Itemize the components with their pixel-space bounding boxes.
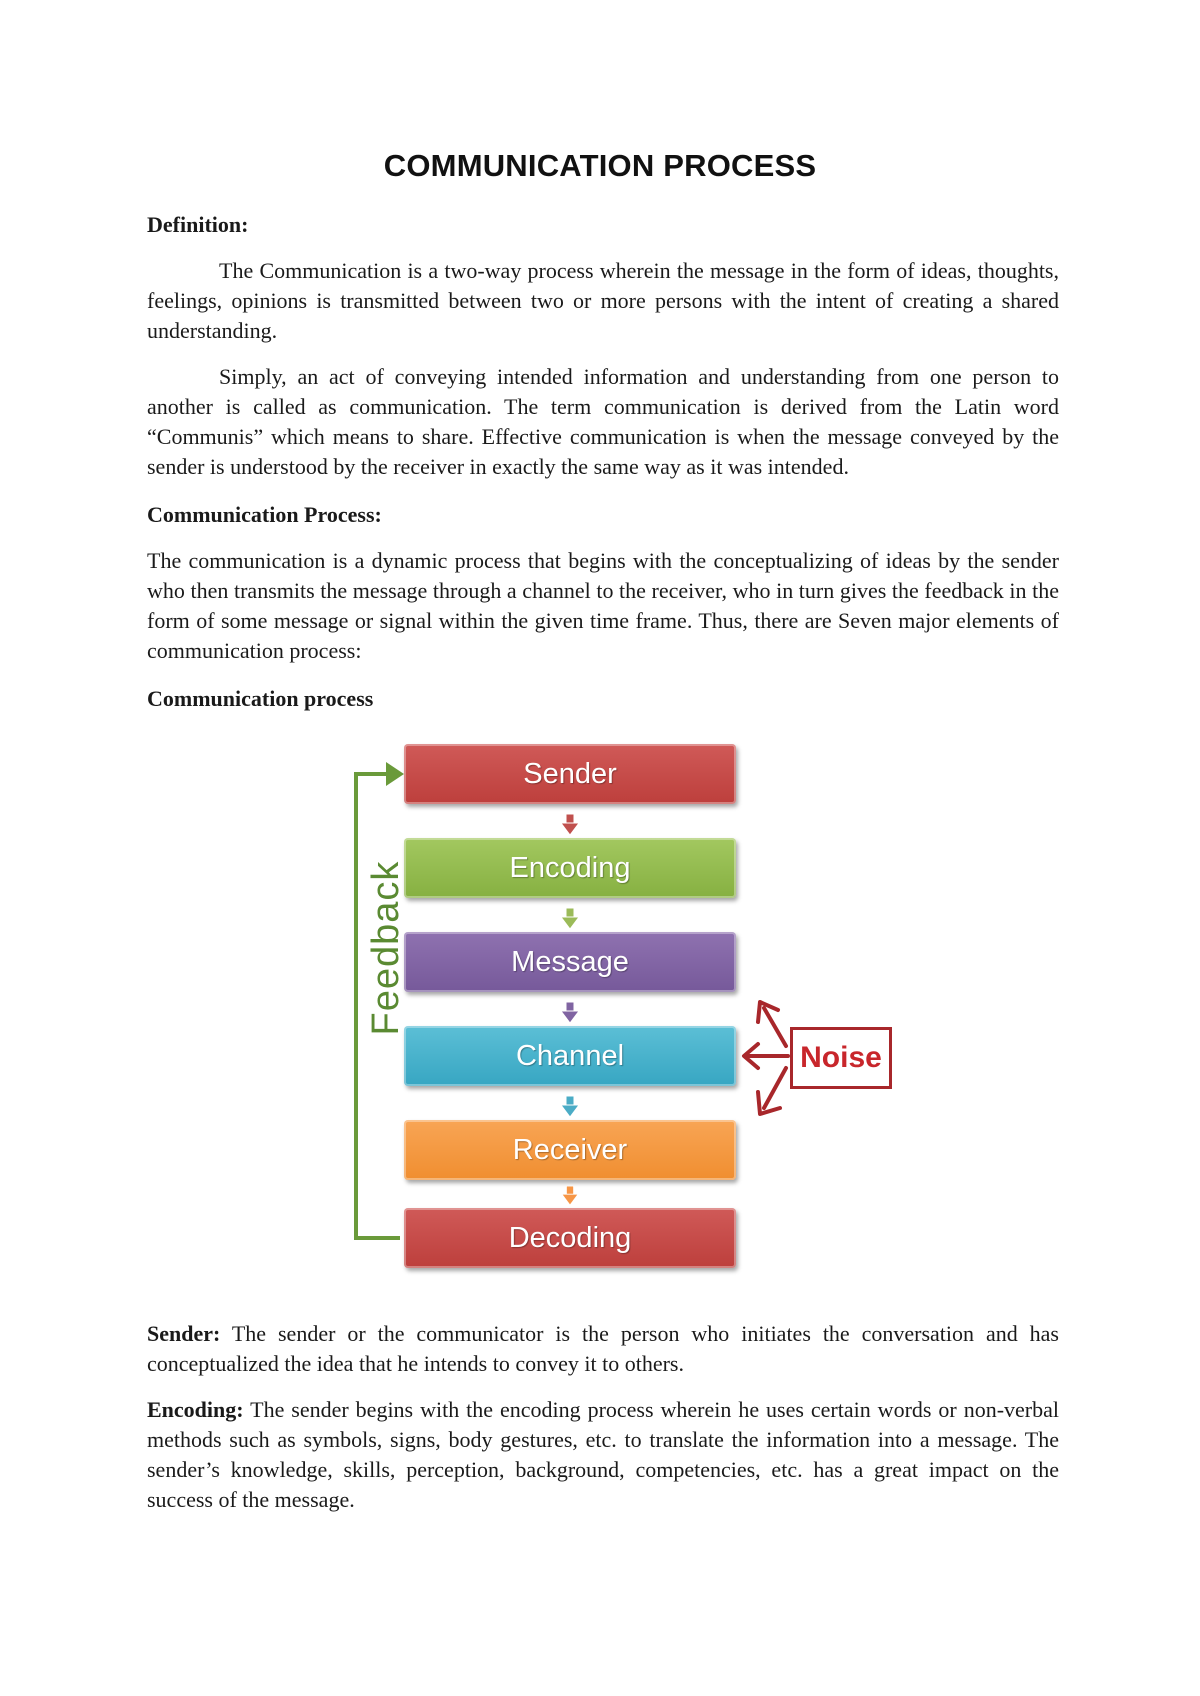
definition-paragraph-2: Simply, an act of conveying intended information and understanding from one person to another is called as communication. The term communication is derived from the Latin word “Communis” which means to share. Effective communication is when the message conveyed by the sender is understood by the receiver in exactly the same way as it was intended.: [147, 364, 1059, 479]
arrow-message-to-channel: [560, 1002, 580, 1024]
communication-process-diagram: [300, 730, 920, 1290]
encoding-text: The sender begins with the encoding process wherein he uses certain words or non-verbal methods such as symbols, signs, body gestures, etc. to translate the information into a message. The sender’s knowledge, skills, perception, background, competencies, etc. has a great impact on the success of the message.: [147, 1397, 1059, 1512]
diagram-heading: Communication process: [147, 686, 374, 711]
arrow-channel-to-receiver: [560, 1096, 580, 1118]
feedback-label: Feedback: [365, 860, 407, 1036]
feedback-arrowhead: [386, 762, 404, 786]
channel-box: Channel: [404, 1026, 736, 1086]
process-paragraph: The communication is a dynamic process that begins with the conceptualizing of ideas by the sender who then transmits the message through a channel to the receiver, who in turn gives the feedback in the form of some message or signal within the given time frame. Thus, there are Seven major elements of communication process:: [147, 548, 1059, 663]
encoding-term: Encoding:: [147, 1397, 244, 1422]
sender-box: Sender: [404, 744, 736, 804]
encoding-description: [147, 1395, 1059, 1515]
process-heading: Communication Process:: [147, 502, 382, 527]
sender-description: [147, 1319, 1059, 1379]
page-title: COMMUNICATION PROCESS: [383, 148, 817, 183]
message-box: Message: [404, 932, 736, 992]
sender-term: Sender:: [147, 1321, 221, 1346]
definition-heading: Definition:: [147, 212, 249, 237]
receiver-box: Receiver: [404, 1120, 736, 1180]
decoding-box: Decoding: [404, 1208, 736, 1268]
arrow-encoding-to-message: [560, 908, 580, 930]
encoding-box: Encoding: [404, 838, 736, 898]
noise-box: Noise: [790, 1027, 892, 1089]
noise-arrows: [748, 1008, 788, 1108]
definition-paragraph-1: The Communication is a two-way process wherein the message in the form of ideas, thoughts, feelings, opinions is transmitted between two or more persons with the intent of creating a shared understanding.: [147, 258, 1059, 343]
arrow-sender-to-encoding: [560, 814, 580, 836]
arrow-receiver-to-decoding: [560, 1186, 580, 1206]
sender-text: The sender or the communicator is the person who initiates the conversation and has conceptualized the idea that he intends to convey it to others.: [147, 1321, 1059, 1376]
